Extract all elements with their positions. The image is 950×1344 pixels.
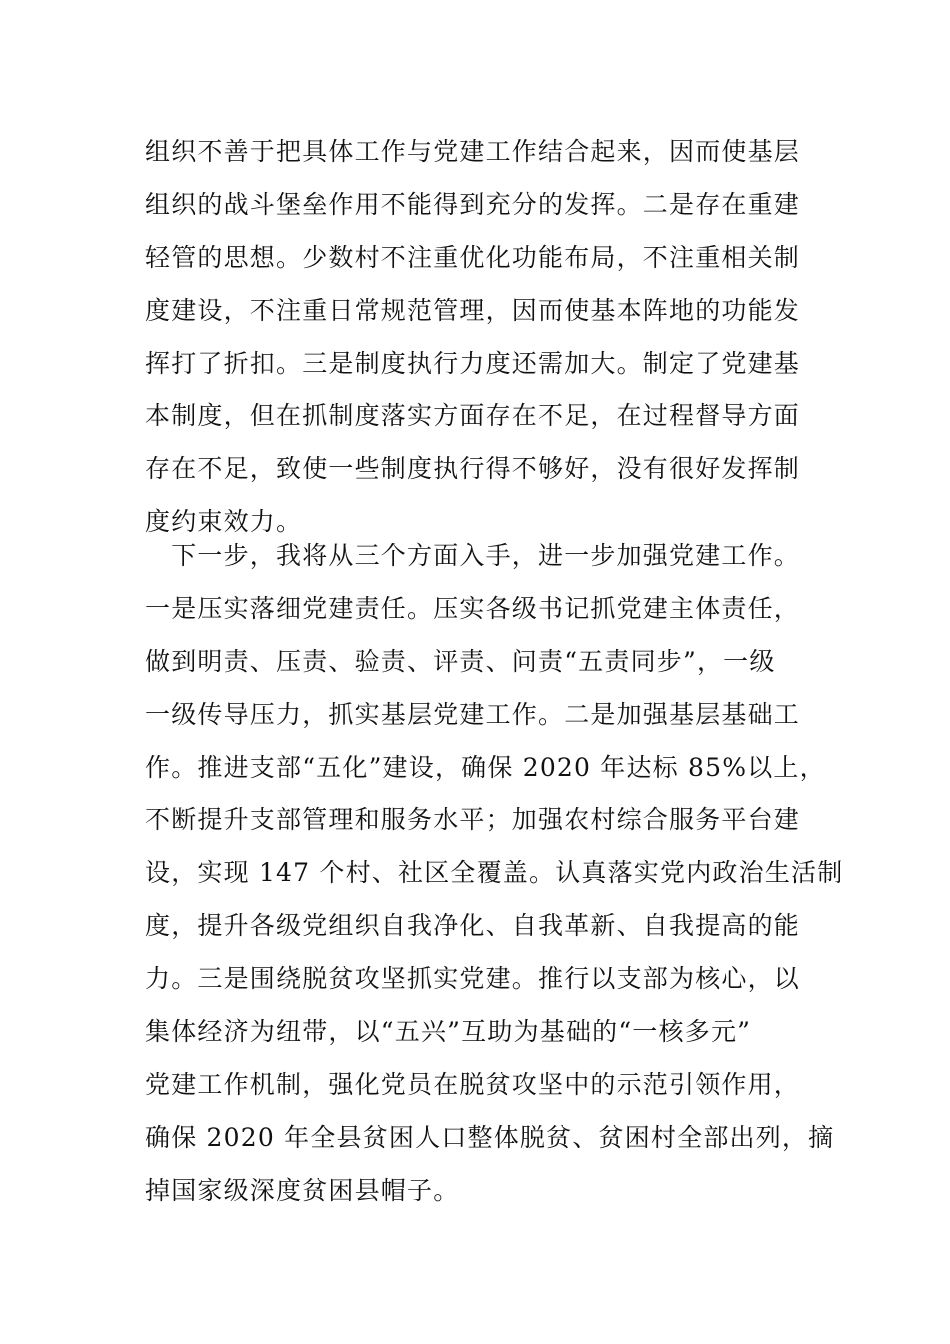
paragraph-2-line: 党建工作机制，强化党员在脱贫攻坚中的示范引领作用， (145, 1069, 801, 1099)
paragraph-1-line: 度建设，不注重日常规范管理，因而使基本阵地的功能发 (145, 295, 801, 325)
paragraph-1-line: 组织不善于把具体工作与党建工作结合起来，因而使基层 (145, 137, 801, 166)
paragraph-1-line: 挥打了折扣。三是制度执行力度还需加大。制定了党建基 (145, 348, 801, 378)
paragraph-2-line: 设，实现 147 个村、社区全覆盖。认真落实党内政治生活制 (145, 858, 844, 888)
paragraph-1-line: 本制度，但在抓制度落实方面存在不足，在过程督导方面 (145, 401, 801, 431)
paragraph-2-line: 下一步，我将从三个方面入手，进一步加强党建工作。 (145, 541, 801, 570)
paragraph-2 (145, 530, 844, 1218)
paragraph-1-line: 组织的战斗堡垒作用不能得到充分的发挥。二是存在重建 (145, 189, 801, 219)
paragraph-2-line: 作。推进支部“五化”建设，确保 2020 年达标 85%以上， (145, 752, 826, 782)
paragraph-1-line: 存在不足，致使一些制度执行得不够好，没有很好发挥制 (145, 454, 801, 484)
paragraph-1-line: 度约束效力。 (145, 507, 303, 537)
paragraph-1-line: 轻管的思想。少数村不注重优化功能布局，不注重相关制 (145, 242, 801, 272)
paragraph-2-line: 力。三是围绕脱贫攻坚抓实党建。推行以支部为核心，以 (145, 964, 801, 994)
paragraph-2-line: 度，提升各级党组织自我净化、自我革新、自我提高的能 (145, 911, 801, 941)
paragraph-1 (145, 126, 810, 549)
paragraph-2-line: 不断提升支部管理和服务水平；加强农村综合服务平台建 (145, 805, 801, 835)
paragraph-2-line: 一级传导压力，抓实基层党建工作。二是加强基层基础工 (145, 699, 801, 729)
paragraph-2-line: 掉国家级深度贫困县帽子。 (145, 1175, 460, 1205)
paragraph-2-line: 集体经济为纽带，以“五兴”互助为基础的“一核多元” (145, 1017, 752, 1047)
paragraph-2-line: 一是压实落细党建责任。压实各级书记抓党建主体责任， (145, 593, 801, 623)
paragraph-2-line: 做到明责、压责、验责、评责、问责“五责同步”，一级 (145, 646, 776, 676)
paragraph-2-line: 确保 2020 年全县贫困人口整体脱贫、贫困村全部出列，摘 (145, 1122, 835, 1152)
